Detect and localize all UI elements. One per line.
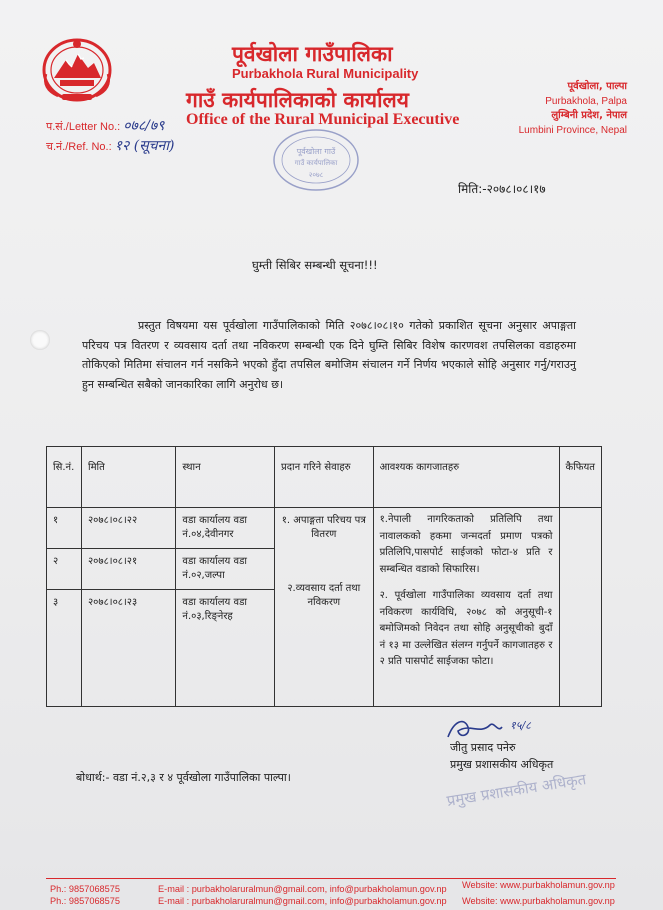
province-line-ne: लुम्बिनी प्रदेश, नेपाल	[551, 110, 627, 121]
letter-number-label: प.सं./Letter No.:	[46, 121, 121, 133]
table-header-row	[47, 447, 602, 508]
stamp-line-3: २०७८	[308, 171, 324, 179]
address-line-ne: पूर्वखोला, पाल्पा	[567, 81, 627, 92]
col-date: मिति	[81, 447, 175, 508]
services-cell	[275, 508, 374, 707]
service-item: २.व्यवसाय दर्ता तथा नविकरण	[287, 583, 361, 608]
municipality-name-english: Purbakhola Rural Municipality	[232, 66, 419, 81]
address-block	[519, 80, 627, 138]
col-remarks: कैफियत	[559, 447, 601, 508]
document-item: २. पूर्वखोला गाउँपालिका व्यवसाय दर्ता तथा नविकरण कार्यविधि, २०७८ को अनुसूची-१ बमोजिमको निवेदन तथा सोहि अनुसूचीको बुदाँ नं १३ मा उल्लेखित संलग्न गर्नुपर्ने कागजातहरु र २ प्रति पासपोर्ट साईजका फोटा।	[379, 590, 553, 667]
nepal-emblem-icon	[38, 34, 116, 106]
ref-number-value: १२ (सूचना)	[114, 138, 175, 154]
row-date: २०७८।०८।२२	[81, 508, 175, 549]
footer-website: Website: www.purbakholamun.gov.np	[462, 880, 615, 890]
municipality-name-nepali: पूर्वखोला गाउँपालिका	[232, 42, 393, 66]
office-stamp	[270, 126, 362, 194]
row-place: वडा कार्यालय वडा नं.०२,जल्पा	[176, 549, 275, 590]
remarks-cell	[559, 508, 601, 707]
signature-date: १५/८	[510, 719, 531, 732]
row-sn: १	[47, 508, 82, 549]
letter-body: प्रस्तुत विषयमा यस पूर्वखोला गाउँपालिकाको मिति २०७८।०८।१० गतेको प्रकाशित सूचना अनुसार अपाङ्गता परिचय पत्र वितरण र व्यवसाय दर्ता तथा नविकरण सम्बन्धी एक दिने घुम्ति सिबिर विशेष कारणवश तपसिलका वडाहरुमा तोकिएको मितिमा संचालन गर्न नसकिने भएको हुँदा तपसिल बमोजिम संचालन गर्ने निर्णय भएकाले सोहि अनुसार गर्नु/गराउनु हुन सम्बन्धित सबैको जानकारिका लागि अनुरोध छ।	[82, 319, 576, 391]
signature-scribble	[440, 713, 560, 743]
address-line-en: Purbakhola, Palpa	[545, 95, 627, 107]
footer-phone: Ph.: 9857068575	[50, 884, 120, 894]
ref-number-label: च.नं./Ref. No.:	[46, 141, 112, 153]
row-date: २०७८।०८।२१	[81, 549, 175, 590]
table-row	[47, 508, 602, 549]
letter-subject: घुम्ती सिबिर सम्बन्धी सूचना!!!	[252, 258, 378, 272]
ref-number-row	[46, 136, 174, 155]
row-sn: ३	[47, 590, 82, 707]
col-sn: सि.नं.	[47, 447, 82, 508]
row-sn: २	[47, 549, 82, 590]
col-documents: आवश्यक कागजातहरु	[373, 447, 559, 508]
row-place: वडा कार्यालय वडा नं.०४,देवीनगर	[176, 508, 275, 549]
footer-email: E-mail : purbakholaruralmun@gmail.com, info@purbakholamun.gov.np	[158, 896, 447, 906]
col-place: स्थान	[176, 447, 275, 508]
documents-cell	[373, 508, 559, 707]
footer-divider	[46, 878, 616, 879]
letter-number-value: ०७८/७९	[123, 118, 165, 134]
stamp-line-2: गाउँ कार्यपालिका	[294, 159, 338, 167]
signatory-name: जीतु प्रसाद पनेरु	[450, 741, 516, 754]
punch-hole	[30, 330, 50, 350]
footer-email: E-mail : purbakholaruralmun@gmail.com, info@purbakholamun.gov.np	[158, 884, 447, 894]
office-name-english: Office of the Rural Municipal Executive	[186, 111, 460, 128]
document-item: १.नेपाली नागरिकताको प्रतिलिपि तथा नावालकको हकमा जन्मदर्ता प्रमाण पत्रको प्रतिलिपि,पासपोर्ट साईजको फोटा-४ प्रति र सम्बन्धित वडाको सिफारिस।	[379, 514, 553, 575]
cc-line: बोधार्थ:- वडा नं.२,३ र ४ पूर्वखोला गाउँपालिका पाल्पा।	[76, 771, 291, 784]
letter-date: मिति:-२०७८।०८।१७	[458, 182, 546, 196]
signatory-title: प्रमुख प्रशासकीय अधिकृत	[450, 758, 554, 771]
province-line-en: Lumbini Province, Nepal	[518, 124, 627, 136]
row-date: २०७८।०८।२३	[81, 590, 175, 707]
signature-seal: प्रमुख प्रशासकीय अधिकृत	[445, 770, 588, 810]
service-item: १. अपाङ्गता परिचय पत्र वितरण	[281, 515, 366, 540]
office-name-nepali: गाउँ कार्यपालिकाको कार्यालय	[186, 88, 409, 112]
col-services: प्रदान गरिने सेवाहरु	[275, 447, 374, 508]
row-place: वडा कार्यालय वडा नं.०३,रिङ्नेरह	[176, 590, 275, 707]
schedule-table	[46, 446, 602, 707]
footer-website: Website: www.purbakholamun.gov.np	[462, 896, 615, 906]
footer-phone: Ph.: 9857068575	[50, 896, 120, 906]
stamp-line-1: पूर्वखोला गाउँ	[296, 147, 336, 156]
letter-number-row	[46, 116, 164, 135]
